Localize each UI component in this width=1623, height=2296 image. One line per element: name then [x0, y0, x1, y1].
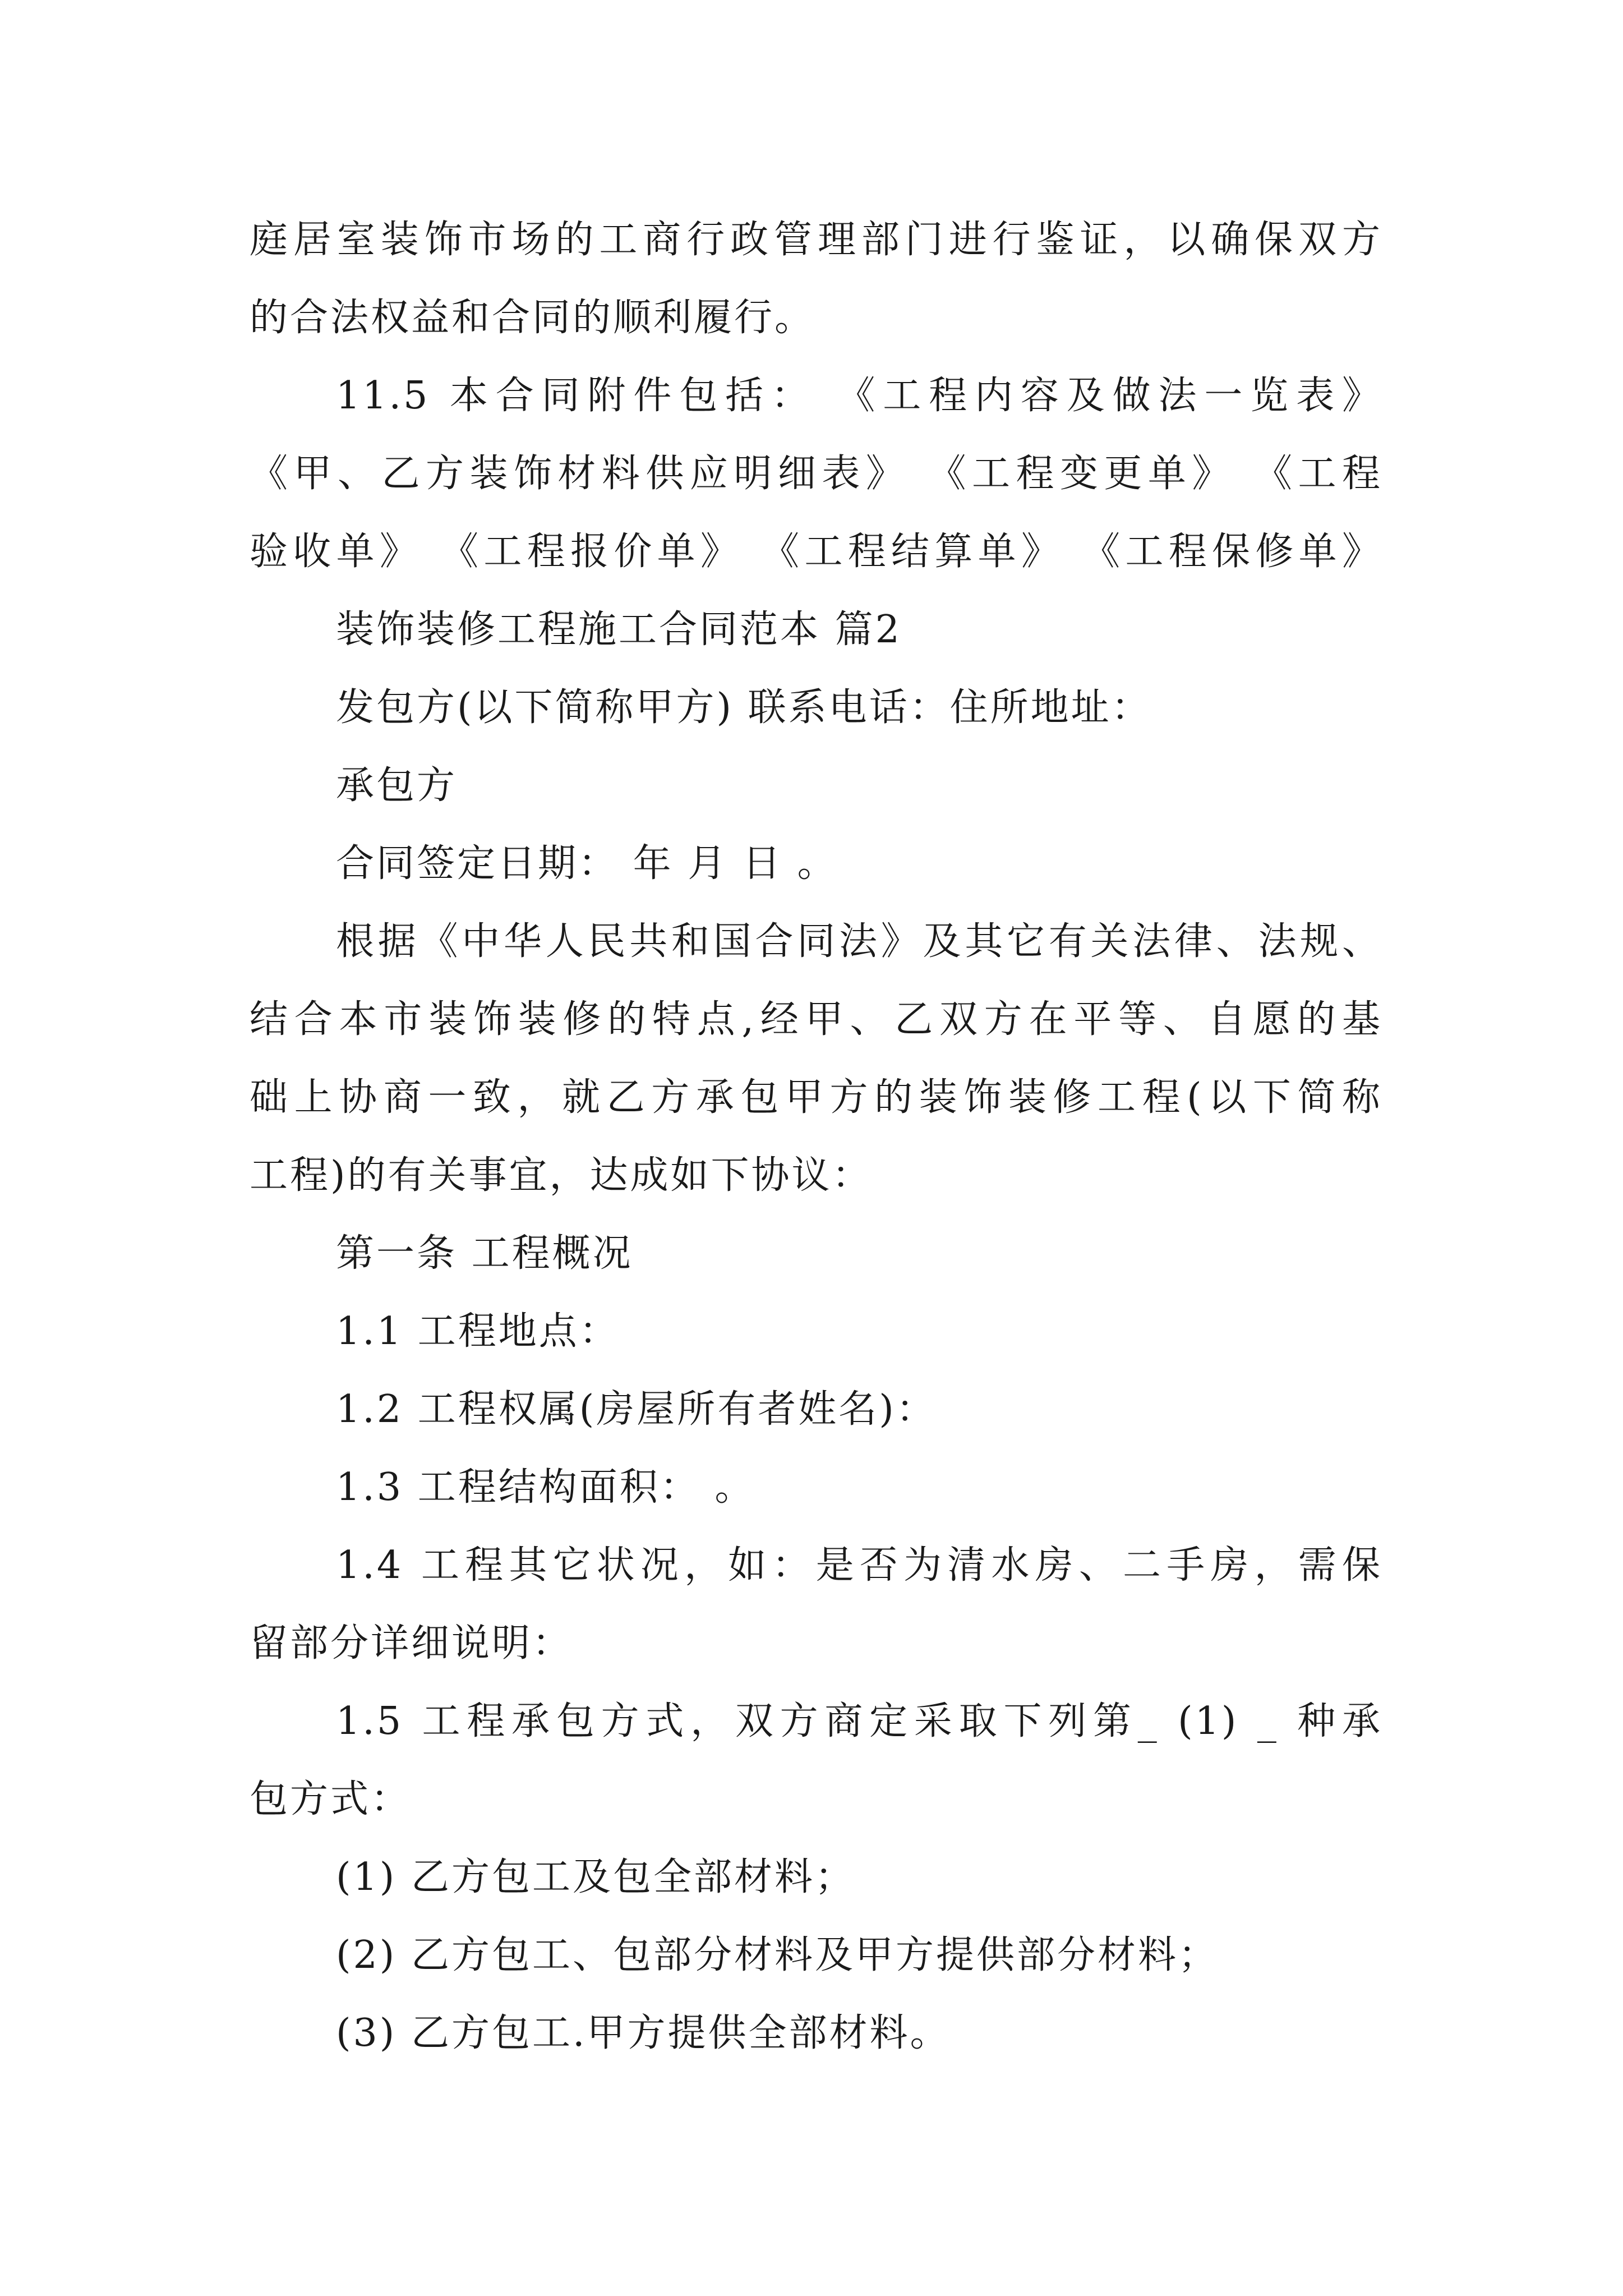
clause-line: 1.2 工程权属(房屋所有者姓名)： — [336, 1387, 937, 1432]
list-item: (2) 乙方包工、包部分材料及甲方提供部分材料； — [336, 1933, 1219, 1977]
text-line: 留部分详细说明： — [250, 1621, 573, 1665]
article-heading: 第一条 工程概况 — [336, 1231, 633, 1276]
text-line: 验收单》 《工程报价单》 《工程结算单》 《工程保修单》 — [250, 530, 1382, 574]
document-body — [250, 201, 1382, 2072]
text-line: 根据《中华人民共和国合同法》及其它有关法律、法规、 — [336, 919, 1382, 964]
clause-line: 1.3 工程结构面积： 。 — [336, 1465, 755, 1510]
text-line: 庭居室装饰市场的工商行政管理部门进行鉴证，以确保双方 — [250, 218, 1382, 262]
clause-line: 1.1 工程地点： — [336, 1309, 620, 1354]
text-line: 合同签定日期： 年 月 日 。 — [336, 841, 838, 886]
text-line: 《甲、乙方装饰材料供应明细表》 《工程变更单》 《工程 — [250, 452, 1382, 496]
text-line: 础上协商一致，就乙方承包甲方的装饰装修工程(以下简称 — [250, 1075, 1382, 1120]
text-line: 结合本市装饰装修的特点,经甲、乙双方在平等、自愿的基 — [250, 997, 1382, 1042]
text-line: 承包方 — [336, 763, 458, 808]
section-heading: 装饰装修工程施工合同范本 篇2 — [336, 608, 902, 652]
text-line: 的合法权益和合同的顺利履行。 — [250, 296, 815, 340]
text-line: 11.5 本合同附件包括： 《工程内容及做法一览表》 — [336, 374, 1382, 418]
text-line: 工程)的有关事宜，达成如下协议： — [250, 1153, 873, 1198]
text-line: 发包方(以下简称甲方) 联系电话：住所地址： — [336, 685, 1152, 730]
clause-line: 1.4 工程其它状况，如：是否为清水房、二手房，需保 — [336, 1543, 1382, 1588]
list-item: (1) 乙方包工及包全部材料； — [336, 1855, 855, 1899]
list-item: (3) 乙方包工.甲方提供全部材料。 — [336, 2011, 951, 2055]
text-line: 包方式： — [250, 1777, 412, 1821]
clause-line: 1.5 工程承包方式，双方商定采取下列第_ (1) _ 种承 — [336, 1699, 1382, 1743]
